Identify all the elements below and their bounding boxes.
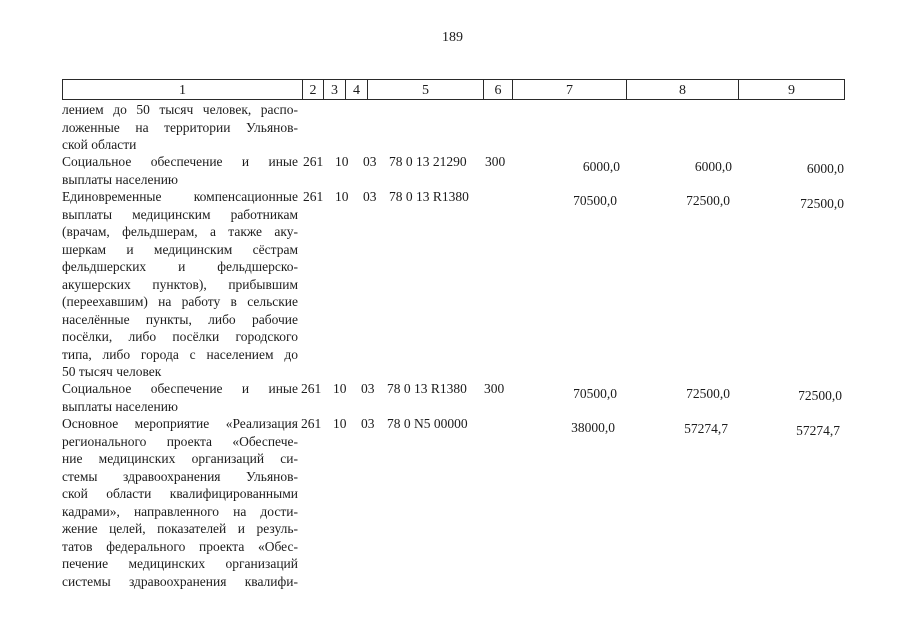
row-description-line: 50 тысяч человек bbox=[62, 364, 162, 379]
row-value-col7: 70500,0 bbox=[573, 386, 617, 401]
row-description-line: стемы здравоохранения Ульянов- bbox=[62, 468, 298, 484]
row-code-ministry: 261 bbox=[301, 416, 322, 431]
table-row bbox=[62, 153, 298, 188]
row-code-target: 78 0 13 R1380 bbox=[387, 381, 467, 396]
row-code-section: 10 bbox=[333, 416, 347, 431]
header-col-4: 4 bbox=[346, 80, 368, 99]
header-col-3: 3 bbox=[324, 80, 346, 99]
row-description-line: фельдшерских и фельдшерско- bbox=[62, 259, 298, 274]
row-description-line: лением до 50 тысяч человек, распо- bbox=[62, 102, 298, 117]
row-description-line: жение целей, показателей и резуль- bbox=[62, 521, 298, 536]
row-value-col7: 38000,0 bbox=[571, 420, 615, 435]
row-description-line: выплаты населению bbox=[62, 398, 179, 414]
row-value-col8: 72500,0 bbox=[686, 386, 730, 401]
row-description-line: выплаты населению bbox=[62, 171, 179, 187]
row-value-col7: 6000,0 bbox=[582, 159, 620, 174]
row-code-target: 78 0 13 R1380 bbox=[389, 189, 469, 204]
table-row bbox=[62, 380, 298, 415]
row-description-line: ской области bbox=[62, 137, 137, 152]
row-code-target: 78 0 13 21290 bbox=[389, 154, 467, 169]
table-row bbox=[62, 188, 298, 381]
row-code-section: 10 bbox=[335, 154, 349, 169]
row-description-line: (врачам, фельдшерам, а также аку- bbox=[62, 224, 298, 239]
row-value-col8: 6000,0 bbox=[694, 159, 732, 174]
row-description-line: шеркам и медицинским сёстрам bbox=[62, 241, 298, 257]
row-code-expense-type: 300 bbox=[484, 381, 505, 396]
row-value-col9: 6000,0 bbox=[806, 161, 844, 176]
row-code-ministry: 261 bbox=[301, 381, 322, 396]
row-description-line: печение медицинских организаций bbox=[62, 556, 298, 571]
page-number: 189 bbox=[442, 30, 463, 45]
table-row bbox=[62, 415, 298, 590]
row-value-col7: 70500,0 bbox=[573, 193, 617, 208]
row-code-subsection: 03 bbox=[361, 416, 375, 431]
row-description-line: акушерских пунктов), прибывшим bbox=[62, 276, 298, 292]
table-header bbox=[62, 79, 845, 100]
row-description-line: регионального проекта «Обеспече- bbox=[62, 433, 298, 449]
row-description-line: ложенные на территории Ульянов- bbox=[62, 119, 298, 135]
header-col-7: 7 bbox=[513, 80, 627, 99]
row-description-line: системы здравоохранения квалифи- bbox=[62, 573, 298, 589]
table-row bbox=[62, 101, 298, 154]
row-description-line: ние медицинских организаций си- bbox=[62, 451, 298, 466]
row-description-line: типа, либо города с населением до bbox=[62, 346, 298, 362]
row-description-line: выплаты медицинским работникам bbox=[62, 206, 298, 222]
row-description-line: татов федерального проекта «Обес- bbox=[62, 538, 298, 554]
row-code-ministry: 261 bbox=[303, 189, 324, 204]
row-description-line: кадрами», направленного на дости- bbox=[62, 503, 298, 519]
header-col-8: 8 bbox=[627, 80, 739, 99]
row-description-line: Социальное обеспечение и иные bbox=[62, 381, 298, 396]
header-col-6: 6 bbox=[484, 80, 513, 99]
row-code-target: 78 0 N5 00000 bbox=[387, 416, 468, 431]
header-col-1: 1 bbox=[63, 80, 303, 99]
row-code-section: 10 bbox=[333, 381, 347, 396]
row-description-line: посёлки, либо посёлки городского bbox=[62, 329, 298, 344]
row-value-col8: 57274,7 bbox=[684, 421, 728, 436]
header-col-5: 5 bbox=[368, 80, 484, 99]
row-value-col9: 72500,0 bbox=[800, 196, 844, 211]
row-code-subsection: 03 bbox=[363, 154, 377, 169]
row-code-subsection: 03 bbox=[363, 189, 377, 204]
row-code-subsection: 03 bbox=[361, 381, 375, 396]
row-code-expense-type: 300 bbox=[485, 154, 506, 169]
row-description-line: населённые пункты, либо рабочие bbox=[62, 311, 298, 327]
header-col-9: 9 bbox=[788, 83, 795, 98]
row-code-ministry: 261 bbox=[303, 154, 324, 169]
row-description-line: Единовременные компенсационные bbox=[62, 189, 298, 204]
row-value-col9: 72500,0 bbox=[798, 388, 842, 403]
row-description-line: Основное мероприятие «Реализация bbox=[62, 416, 298, 431]
header-col-2: 2 bbox=[303, 80, 324, 99]
row-description-line: ской области квалифицированными bbox=[62, 486, 298, 501]
row-description-line: (переехавшим) на работу в сельские bbox=[62, 294, 298, 309]
row-value-col8: 72500,0 bbox=[686, 193, 730, 208]
row-code-section: 10 bbox=[335, 189, 349, 204]
row-description-line: Социальное обеспечение и иные bbox=[62, 154, 298, 169]
row-value-col9: 57274,7 bbox=[796, 423, 840, 438]
